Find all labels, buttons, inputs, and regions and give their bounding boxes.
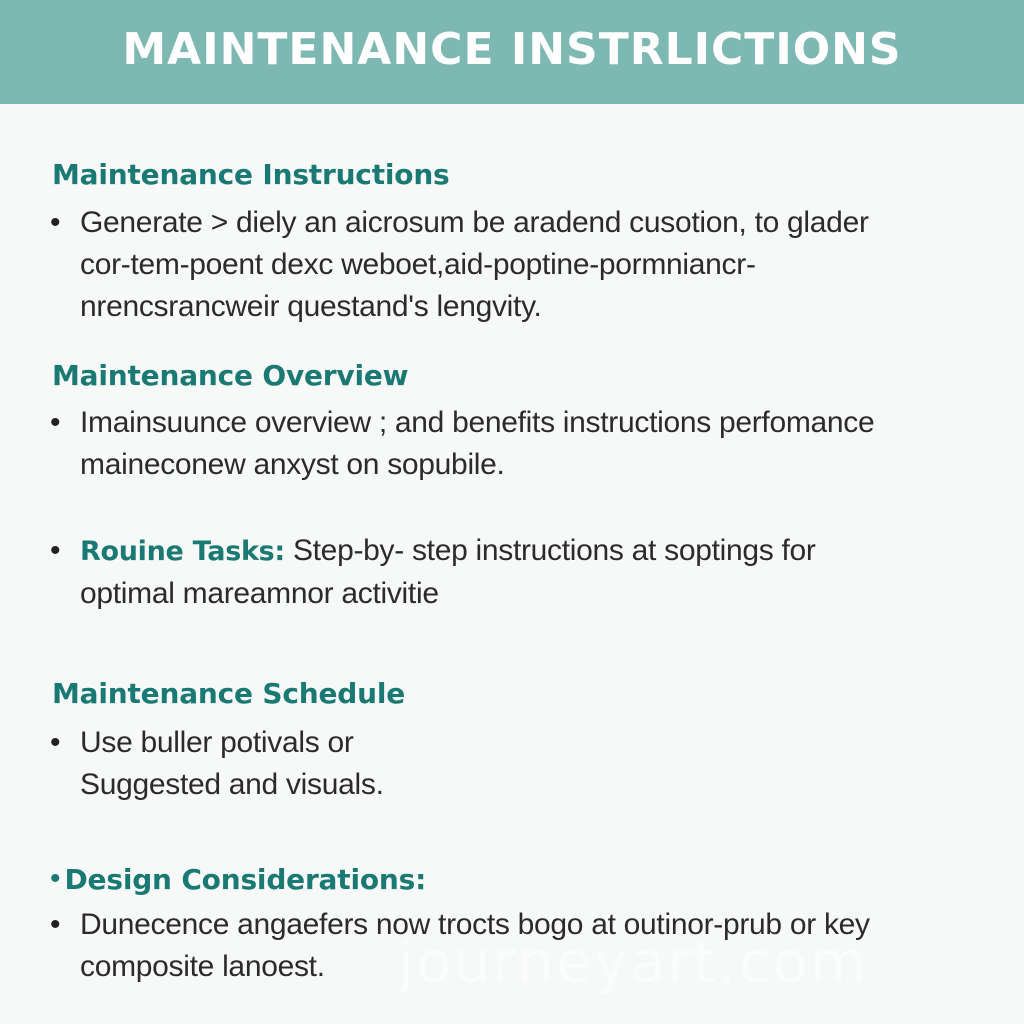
bullet-dot-icon: • [50, 726, 61, 759]
bullet-dot-icon: • [50, 534, 61, 567]
bullet-text [80, 402, 874, 486]
bullet-overview [50, 402, 950, 486]
bullet-text [80, 722, 384, 806]
heading-maintenance-instructions: Maintenance Instructions [52, 158, 450, 191]
bullet-dot-icon: • [50, 908, 61, 941]
heading-design-considerations [50, 862, 426, 896]
bullet-dot-icon: • [50, 206, 61, 239]
text-line: Use buller potivals or [80, 726, 354, 759]
heading-maintenance-schedule: Maintenance Schedule [52, 677, 406, 710]
text-line: Suggested and visuals. [80, 768, 384, 801]
text-line: Step-by- step instructions at soptings for [284, 534, 816, 567]
bullet-dot-icon: • [50, 862, 61, 895]
bullet-dot-icon: • [50, 406, 61, 439]
heading-maintenance-overview: Maintenance Overview [52, 359, 409, 392]
bullet-text [80, 530, 816, 615]
design-considerations-label: Design Considerations: [64, 862, 427, 896]
banner-title: MAINTENANCE INSTRLICTIONS [122, 23, 902, 75]
text-line: nrencsrancweir questand's lengvity. [80, 290, 542, 323]
bullet-routine-tasks [50, 530, 950, 615]
header-banner [0, 0, 1024, 104]
bullet-text [80, 202, 869, 328]
bullet-schedule [50, 722, 950, 806]
text-line: Imainsuunce overview ; and benefits instructions perfomance [80, 406, 875, 439]
text-line: optimal mareamnor activitie [80, 577, 439, 610]
routine-tasks-label: Rouine Tasks: [80, 536, 285, 567]
text-line: cor-tem-poent dexc weboet,aid-poptine-pormniancr- [80, 248, 756, 281]
text-line: composite lanoest. [80, 950, 325, 983]
watermark: journeyart.com [398, 928, 869, 996]
text-line: Generate > diely an aicrosum be aradend cusotion, to glader [80, 206, 869, 239]
bullet-instructions [50, 202, 950, 328]
text-line: Dunecence angaefers now trocts bogo at outinor-prub or key [80, 908, 870, 941]
text-line: maineconew anxyst on sopubile. [80, 448, 505, 481]
